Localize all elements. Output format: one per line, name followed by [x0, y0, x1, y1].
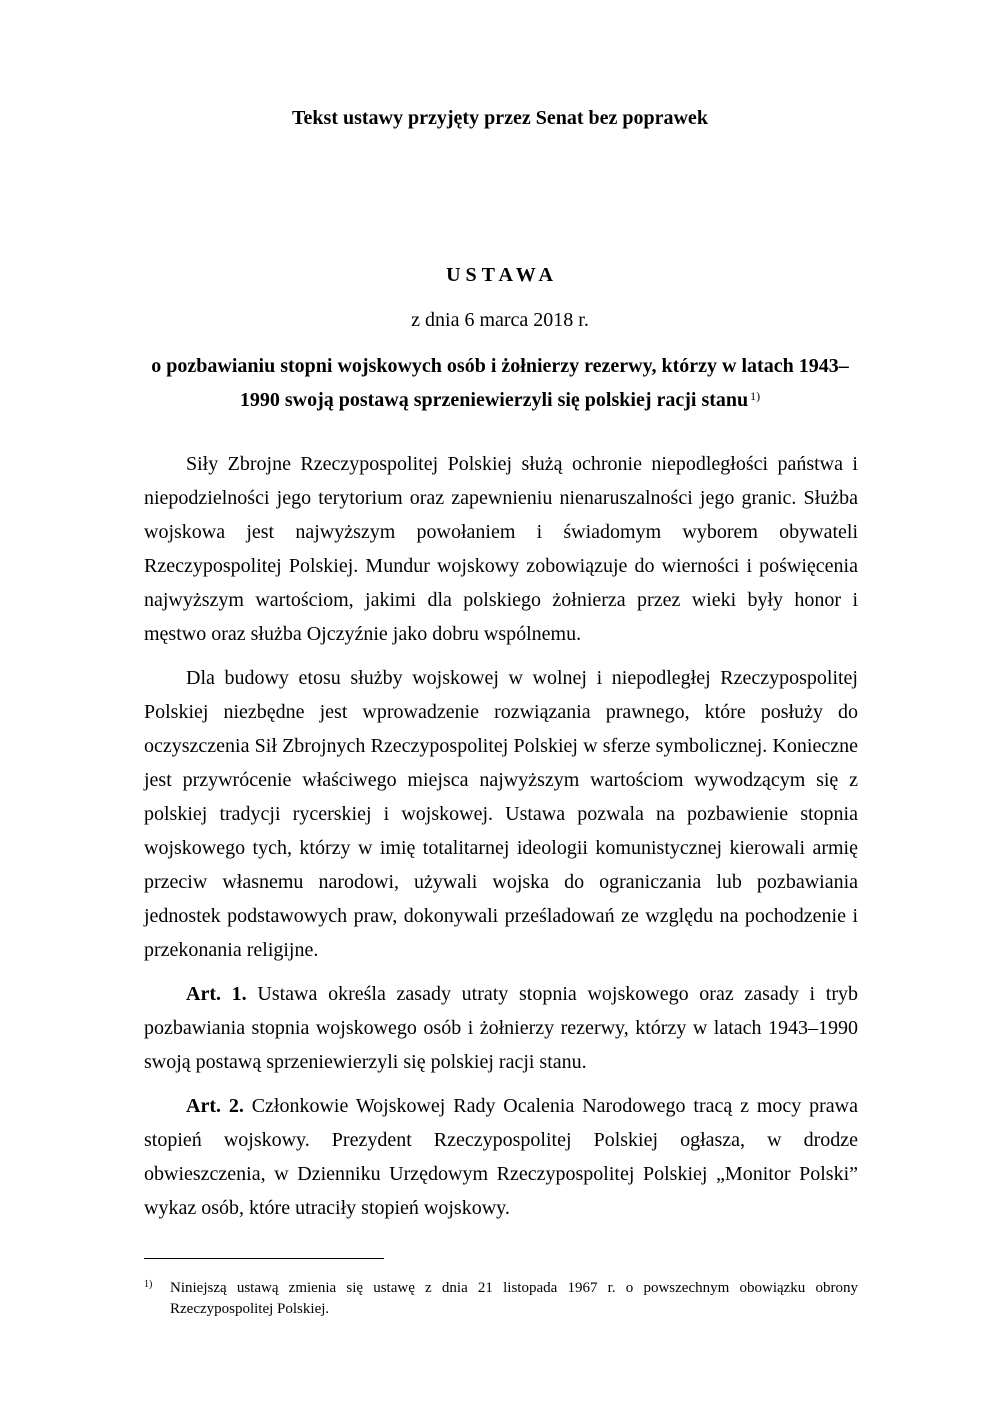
- act-type-heading: USTAWA: [446, 264, 558, 286]
- article-1-label: Art. 1.: [186, 983, 247, 1005]
- footnote-separator: [144, 1258, 384, 1259]
- footnote-mark: 1): [144, 1279, 153, 1290]
- senate-header-note: Tekst ustawy przyjęty przez Senat bez poprawek: [292, 107, 708, 129]
- act-title: [150, 349, 850, 417]
- preamble-paragraph-1: Siły Zbrojne Rzeczypospolitej Polskiej służą ochronie niepodległości państwa i niepodzielności jego terytorium oraz zapewnieniu nienaruszalności jego granic. Służba wojskowa jest najwyższym powołaniem i świadomym wyborem obywateli Rzeczypospolitej Polskiej. Mundur wojskowy zobowiązuje do wierności i poświęcenia najwyższym wartościom, jakimi dla polskiego żołnierza przez wieki były honor i męstwo oraz służba Ojczyźnie jako dobru wspólnemu.: [144, 453, 858, 645]
- title-footnote-reference: 1): [750, 389, 761, 403]
- act-date: z dnia 6 marca 2018 r.: [411, 309, 589, 331]
- footnote: [144, 1278, 858, 1320]
- article-2: [144, 1089, 858, 1225]
- act-body: [144, 447, 858, 1235]
- preamble-paragraph-2: Dla budowy etosu służby wojskowej w wolnej i niepodległej Rzeczypospolitej Polskiej niezbędne jest wprowadzenie rozwiązania prawnego, które posłuży do oczyszczenia Sił Zbrojnych Rzeczypospolitej Polskiej w sferze symbolicznej. Konieczne jest przywrócenie właściwego miejsca najwyższym wartościom wywodzącym się z polskiej tradycji rycerskiej i wojskowej. Ustawa pozwala na pozbawienie stopnia wojskowego tych, którzy w imię totalitarnej ideologii komunistycznej kierowali armię przeciw własnemu narodowi, używali wojska do ograniczania lub pozbawiania jednostek podstawowych praw, dokonywali prześladowań ze względu na pochodzenie i przekonania religijne.: [144, 667, 858, 961]
- article-2-text: Członkowie Wojskowej Rady Ocalenia Narodowego tracą z mocy prawa stopień wojskowy. Prezydent Rzeczypospolitej Polskiej ogłasza, w drodze obwieszczenia, w Dzienniku Urzędowym Rzeczypospolitej Polskiej „Monitor Polski” wykaz osób, które utraciły stopień wojskowy.: [144, 1095, 858, 1219]
- footnote-text: Niniejszą ustawą zmienia się ustawę z dnia 21 listopada 1967 r. o powszechnym obowiązku obrony Rzeczypospolitej Polskiej.: [170, 1280, 858, 1317]
- article-2-label: Art. 2.: [186, 1095, 244, 1117]
- act-title-text: o pozbawianiu stopni wojskowych osób i żołnierzy rezerwy, którzy w latach 1943–1990 swoją postawą sprzeniewierzyli się polskiej racji stanu: [151, 355, 849, 411]
- article-1-text: Ustawa określa zasady utraty stopnia wojskowego oraz zasady i tryb pozbawiania stopnia wojskowego osób i żołnierzy rezerwy, którzy w latach 1943–1990 swoją postawą sprzeniewierzyli się polskiej racji stanu.: [144, 983, 858, 1073]
- article-1: [144, 977, 858, 1079]
